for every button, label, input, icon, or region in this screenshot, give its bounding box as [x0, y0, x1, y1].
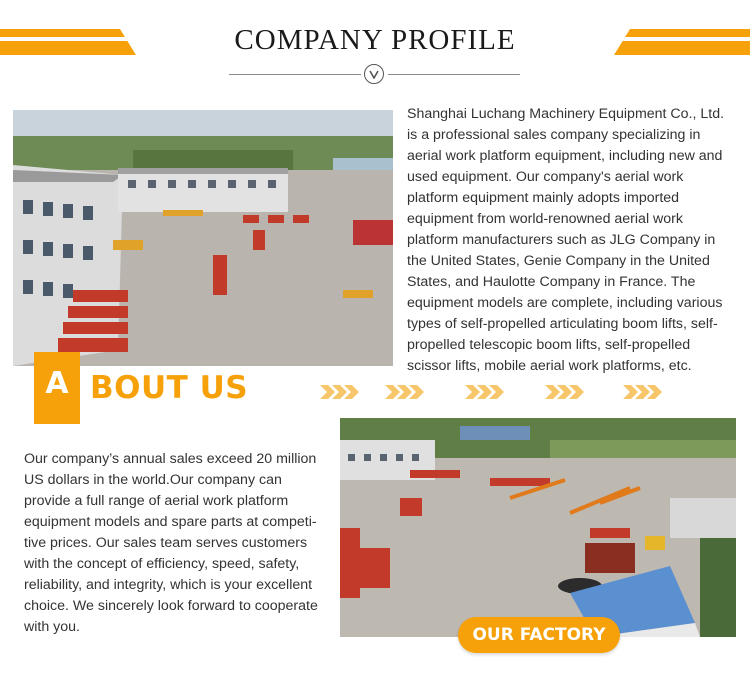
factory-aerial-photo: [13, 110, 393, 366]
our-factory-label: OUR FACTORY: [458, 617, 620, 653]
chevron-down-icon: [364, 64, 384, 84]
company-profile-text: Shanghai Luchang Machinery Equipment Co., Ltd. is a professional sales company specializing in aerial work platform equipment, including new and used equipment. Our company's aerial work platform equipment mainly adopts imported equipment from world-renowned aerial work platform manufacturers such as JLG Company in the United States, Genie Company in the United States, and Haulotte Company in France. The equipment models are complete, including various types of self-propelled articulating boom lifts, self-propelled telescopic boom lifts, self-propelled scissor lifts, mobile aerial work platforms, etc.: [407, 106, 725, 374]
about-heading: BOUT US: [90, 370, 249, 406]
about-first-letter: A: [45, 366, 69, 401]
title-divider-left: [229, 74, 361, 75]
page-title: COMPANY PROFILE: [234, 24, 516, 56]
double-chevron-right-icon: [465, 385, 505, 399]
factory-yard-photo: [340, 418, 736, 637]
about-us-text: Our company’s annual sales exceed 20 million US dollars in the world.Our company can provide a full range of aerial work platform equipment models and spare parts at competi-tive prices. Our sales team serves customers with the concept of efficiency, speed, safety, reliability, and integrity, which is your excellent choice. We sincerely look forward to cooperate with you.: [24, 451, 318, 635]
double-chevron-right-icon: [385, 385, 425, 399]
double-chevron-right-icon: [623, 385, 663, 399]
double-chevron-right-icon: [545, 385, 585, 399]
double-chevron-right-icon: [320, 385, 360, 399]
title-divider-right: [388, 74, 520, 75]
